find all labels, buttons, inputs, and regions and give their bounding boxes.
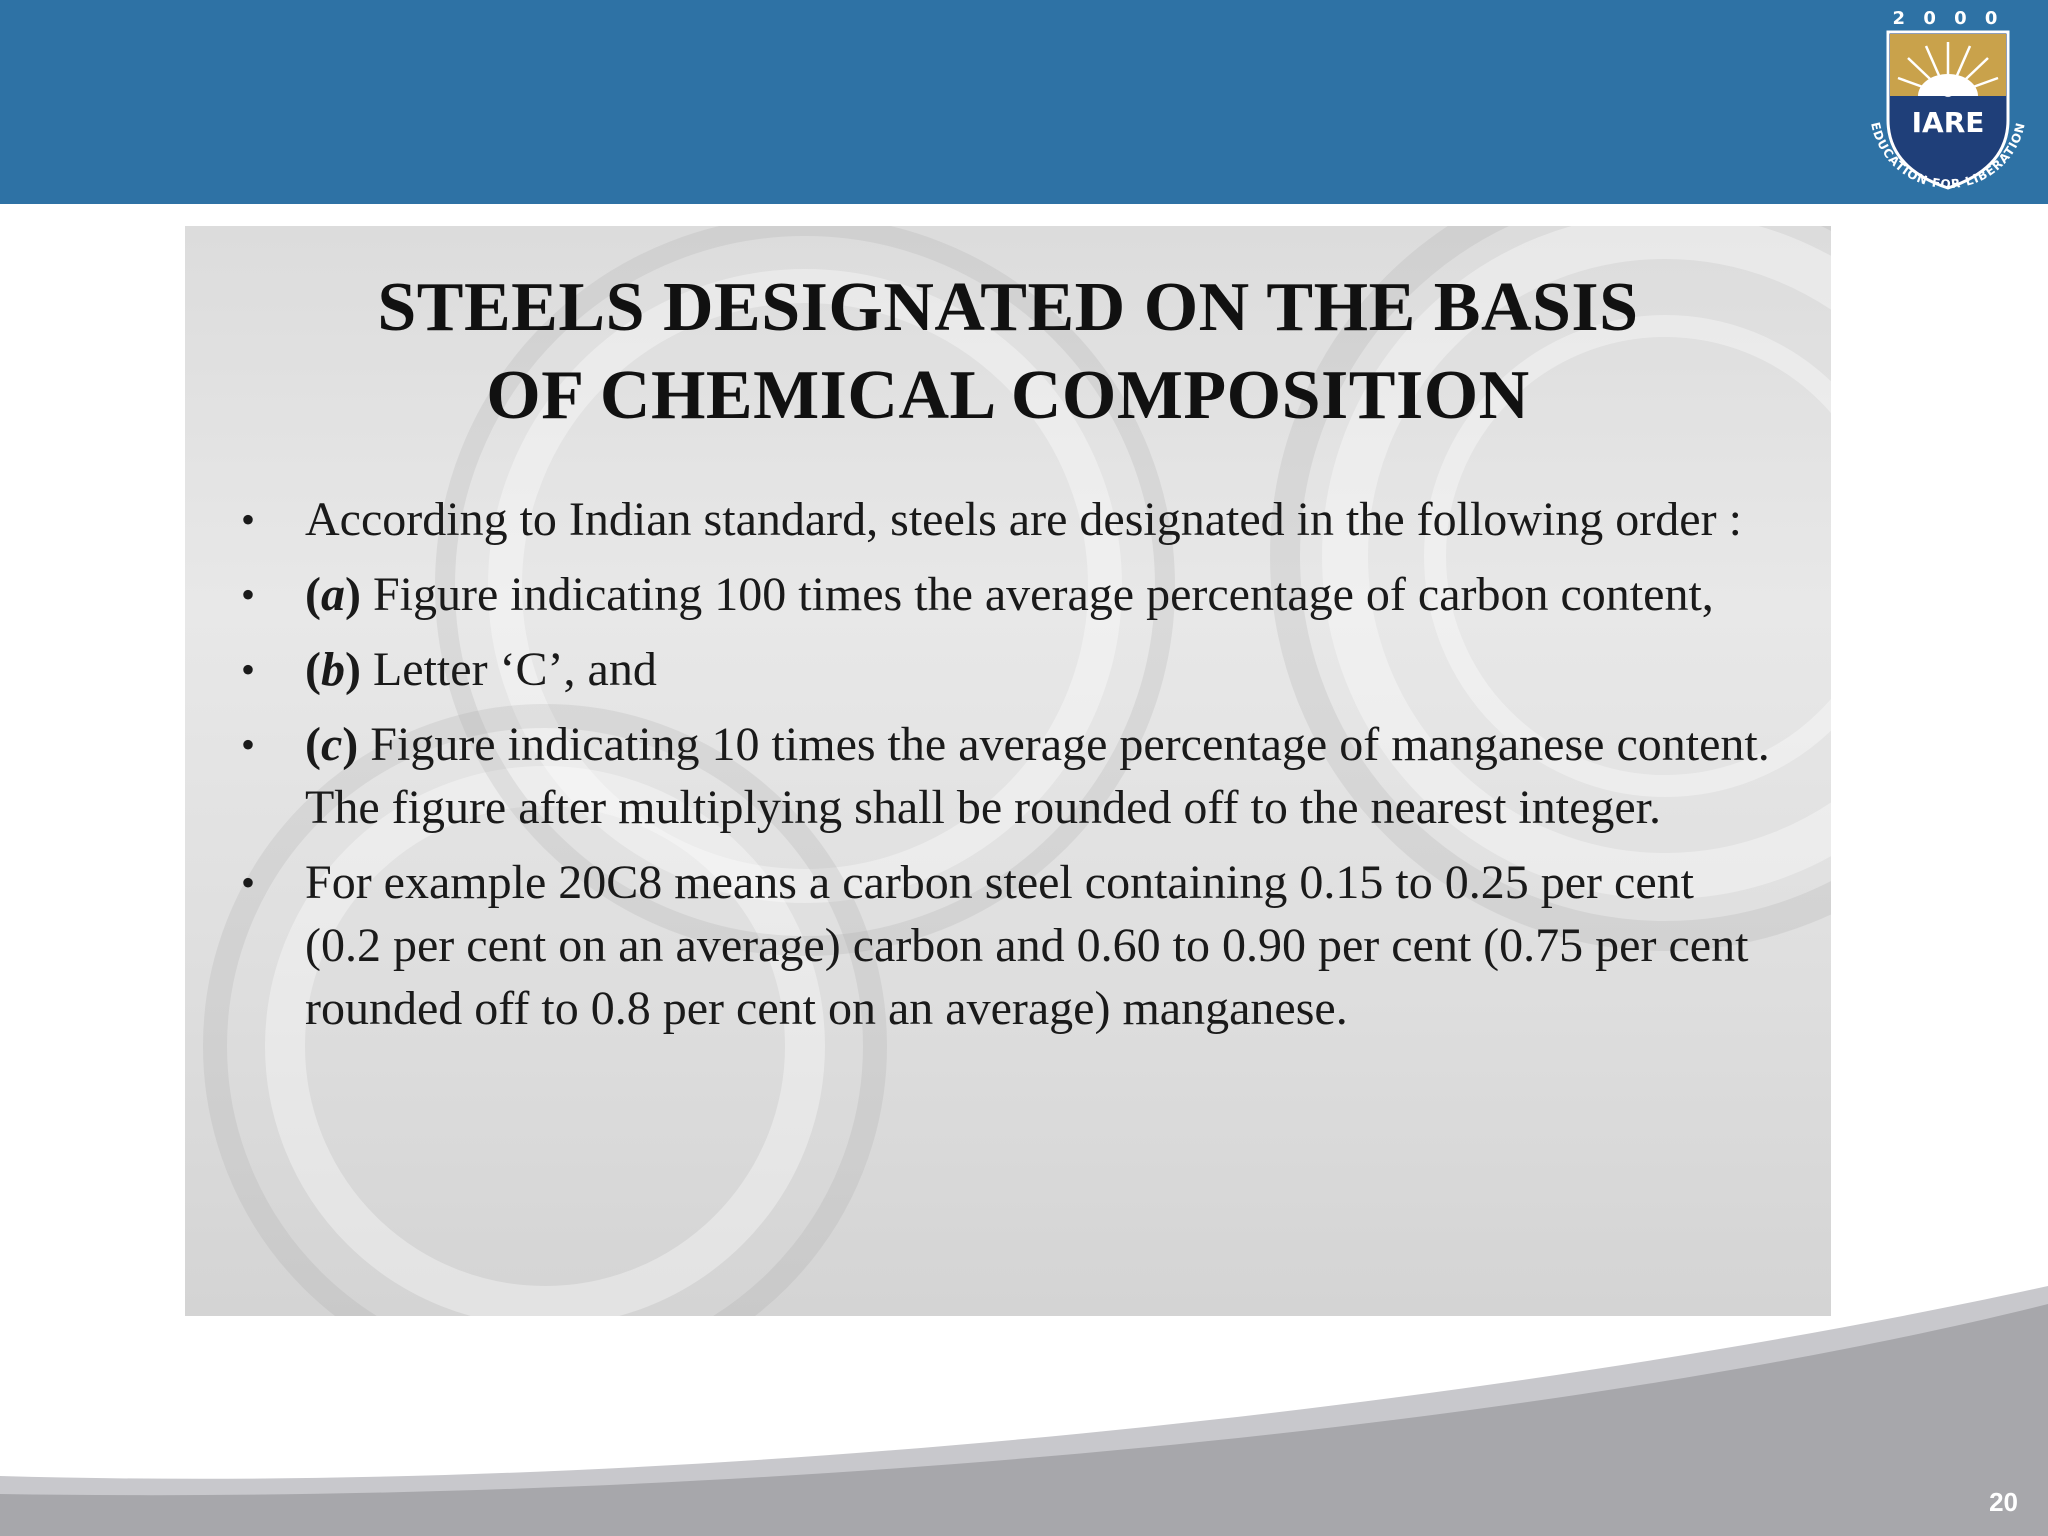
bullet-marker: (c) xyxy=(305,718,359,771)
logo-name: IARE xyxy=(1911,106,1985,139)
iare-logo xyxy=(1848,0,2048,204)
header-bar xyxy=(0,0,2048,204)
bullet-text: Figure indicating 10 times the average percentage of manganese content. The figure after multiplying shall be rounded off to the nearest integer. xyxy=(305,718,1770,834)
bullet-marker: (a) xyxy=(305,568,361,621)
page-number: 20 xyxy=(1989,1487,2018,1517)
content-panel xyxy=(185,226,1831,1316)
logo-motto: EDUCATION FOR LIBERATION xyxy=(1868,120,2028,192)
bullet-text: For example 20C8 means a carbon steel containing 0.15 to 0.25 per cent (0.2 per cent on an average) carbon and 0.60 to 0.90 per cent (0.75 per cent rounded off to 0.8 per cent on an average) manganese. xyxy=(305,856,1749,1035)
slide-title xyxy=(185,264,1831,440)
bullet-icon: • xyxy=(241,722,256,767)
bullet-text: Letter ‘C’, and xyxy=(360,643,657,696)
list-item xyxy=(185,563,1831,626)
bullet-icon: • xyxy=(241,497,256,542)
slide-title-line2: OF CHEMICAL COMPOSITION xyxy=(486,357,1530,434)
list-item xyxy=(185,851,1831,1040)
bullet-list xyxy=(185,488,1831,1052)
list-item xyxy=(185,488,1831,551)
bullet-text: According to Indian standard, steels are designated in the following order : xyxy=(305,493,1742,546)
list-item xyxy=(185,713,1831,839)
bullet-marker: (b) xyxy=(305,643,361,696)
slide-title-line1: STEELS DESIGNATED ON THE BASIS xyxy=(377,269,1639,346)
bullet-icon: • xyxy=(241,647,256,692)
logo-year: 2 0 0 0 xyxy=(1892,8,2004,29)
list-item xyxy=(185,638,1831,701)
bullet-icon: • xyxy=(241,572,256,617)
bullet-icon: • xyxy=(241,860,256,905)
bullet-text: Figure indicating 100 times the average percentage of carbon content, xyxy=(360,568,1714,621)
